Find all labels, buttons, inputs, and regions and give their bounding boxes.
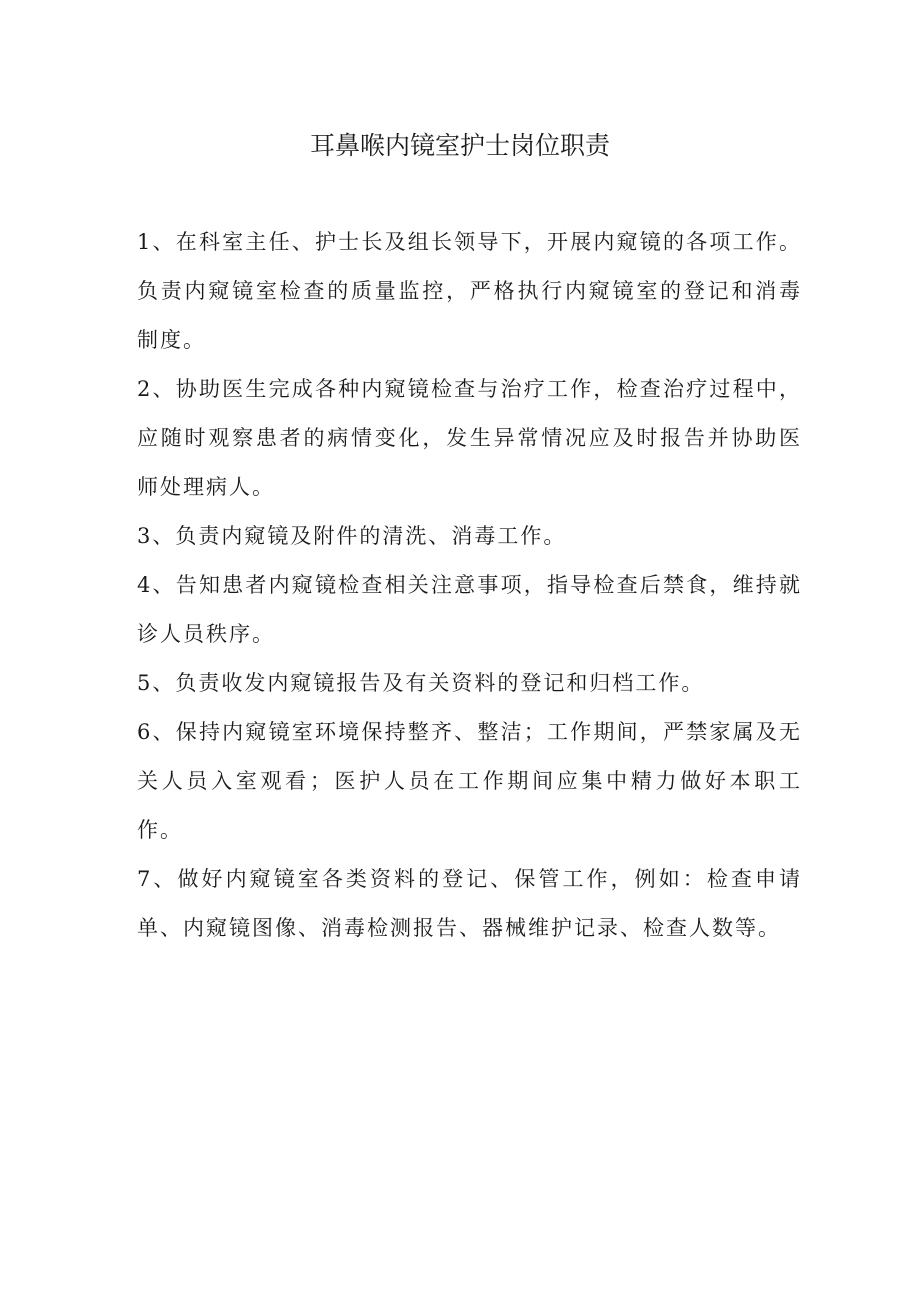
duty-item-7: 7、做好内窥镜室各类资料的登记、保管工作，例如：检查申请单、内窥镜图像、消毒检测报告、器械维护记录、检查人数等。	[137, 867, 802, 940]
duty-item-5: 5、负责收发内窥镜报告及有关资料的登记和归档工作。	[137, 671, 705, 695]
document-title: 耳鼻喉内镜室护士岗位职责	[309, 131, 610, 160]
duty-item-4: 4、告知患者内窥镜检查相关注意事项，指导检查后禁食，维持就诊人员秩序。	[137, 573, 802, 646]
duty-item-1: 1、在科室主任、护士长及组长领导下，开展内窥镜的各项工作。负责内窥镜室检查的质量监控，严格执行内窥镜室的登记和消毒制度。	[137, 230, 802, 352]
duty-item-2: 2、协助医生完成各种内窥镜检查与治疗工作，检查治疗过程中，应随时观察患者的病情变化，发生异常情况应及时报告并协助医师处理病人。	[137, 377, 802, 499]
duty-list	[137, 218, 802, 953]
duty-item-3: 3、负责内窥镜及附件的清洗、消毒工作。	[137, 524, 567, 548]
duty-item-6: 6、保持内窥镜室环境保持整齐、整洁；工作期间，严禁家属及无关人员入室观看；医护人员在工作期间应集中精力做好本职工作。	[137, 720, 802, 842]
